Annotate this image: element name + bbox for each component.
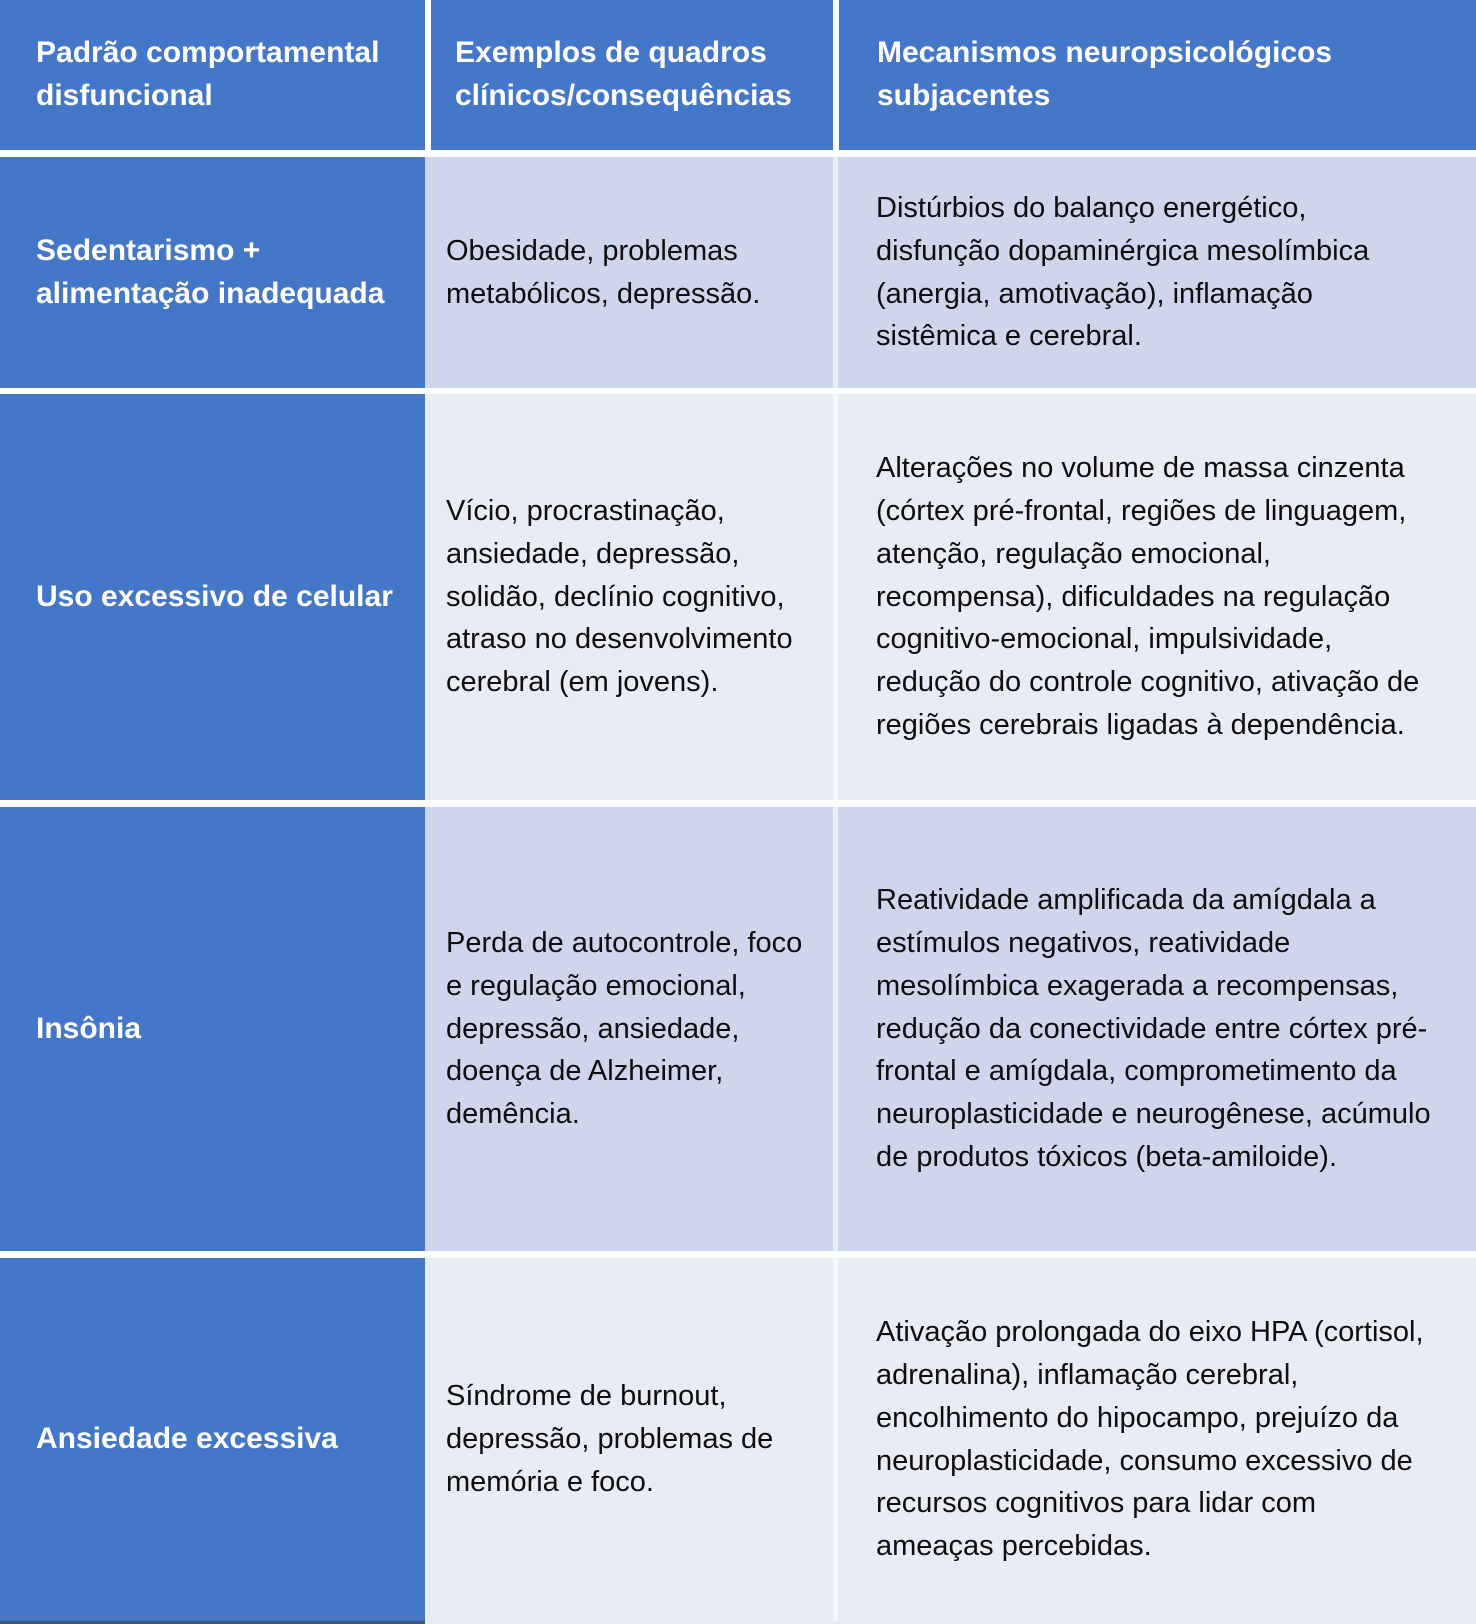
row-4-examples-cell (425, 1258, 833, 1621)
row-4-mechanisms-cell (833, 1258, 1476, 1621)
row-3-mechanisms-cell (833, 807, 1476, 1251)
row-3-mechanisms-text: Reatividade amplificada da amígdala a estímulos negativos, reatividade mesolímbica exagerada a recompensas, redução da conectividade entre córtex pré-frontal e amígdala, comprometimento da neuroplasticidade e neurogênese, acúmulo de produtos tóxicos (beta-amiloide). (876, 883, 1431, 1174)
row-1-mechanisms-text: Distúrbios do balanço energético, disfunção dopaminérgica mesolímbica (anergia, amotivação), inflamação sistêmica e cerebral. (876, 191, 1370, 353)
row-2-pattern-cell (0, 394, 425, 800)
header-label-examples: Exemplos de quadros clínicos/consequências (455, 36, 792, 112)
row-1-pattern-cell (0, 157, 425, 388)
table-row-ansiedade (0, 1258, 1476, 1621)
table-row-uso-celular (0, 394, 1476, 800)
row-separator (0, 800, 1476, 807)
row-3-examples-cell (425, 807, 833, 1251)
row-2-mechanisms-text: Alterações no volume de massa cinzenta (córtex pré-frontal, regiões de linguagem, atenção, regulação emocional, recompensa), dificuldades na regulação cognitivo-emocional, impulsividade, redução do controle cognitivo, ativação de regiões cerebrais ligadas à dependência. (876, 451, 1420, 742)
table-header-row (0, 0, 1476, 150)
row-2-mechanisms-cell (833, 394, 1476, 800)
row-2-examples-cell (425, 394, 833, 800)
header-cell-mechanisms (833, 0, 1476, 150)
table-row-sedentarismo (0, 157, 1476, 388)
row-4-pattern-text: Ansiedade excessiva (36, 1422, 338, 1456)
header-label-mechanisms: Mecanismos neuropsicológicos subjacentes (877, 36, 1333, 112)
header-cell-examples (425, 0, 833, 150)
row-3-pattern-cell (0, 807, 425, 1251)
row-1-pattern-text: Sedentarismo + alimentação inadequada (36, 233, 385, 310)
header-cell-pattern (0, 0, 425, 150)
row-2-pattern-text: Uso excessivo de celular (36, 579, 393, 613)
row-1-examples-cell (425, 157, 833, 388)
row-1-examples-text: Obesidade, problemas metabólicos, depressão. (446, 234, 761, 310)
row-3-pattern-text: Insônia (36, 1011, 142, 1045)
row-1-mechanisms-cell (833, 157, 1476, 388)
row-4-mechanisms-text: Ativação prolongada do eixo HPA (cortisol, adrenalina), inflamação cerebral, encolhimento do hipocampo, prejuízo da neuroplasticidade, consumo excessivo de recursos cognitivos para lidar com ameaças percebidas. (876, 1315, 1424, 1563)
row-separator (0, 150, 1476, 157)
table-row-insonia (0, 807, 1476, 1251)
header-label-pattern: Padrão comportamental disfuncional (36, 36, 380, 112)
row-4-pattern-cell (0, 1258, 425, 1621)
row-2-examples-text: Vício, procrastinação, ansiedade, depressão, solidão, declínio cognitivo, atraso no desenvolvimento cerebral (em jovens). (446, 494, 793, 699)
row-3-examples-text: Perda de autocontrole, foco e regulação emocional, depressão, ansiedade, doença de Alzheimer, demência. (446, 926, 803, 1131)
row-4-examples-text: Síndrome de burnout, depressão, problemas de memória e foco. (446, 1380, 774, 1498)
row-separator (0, 1251, 1476, 1258)
